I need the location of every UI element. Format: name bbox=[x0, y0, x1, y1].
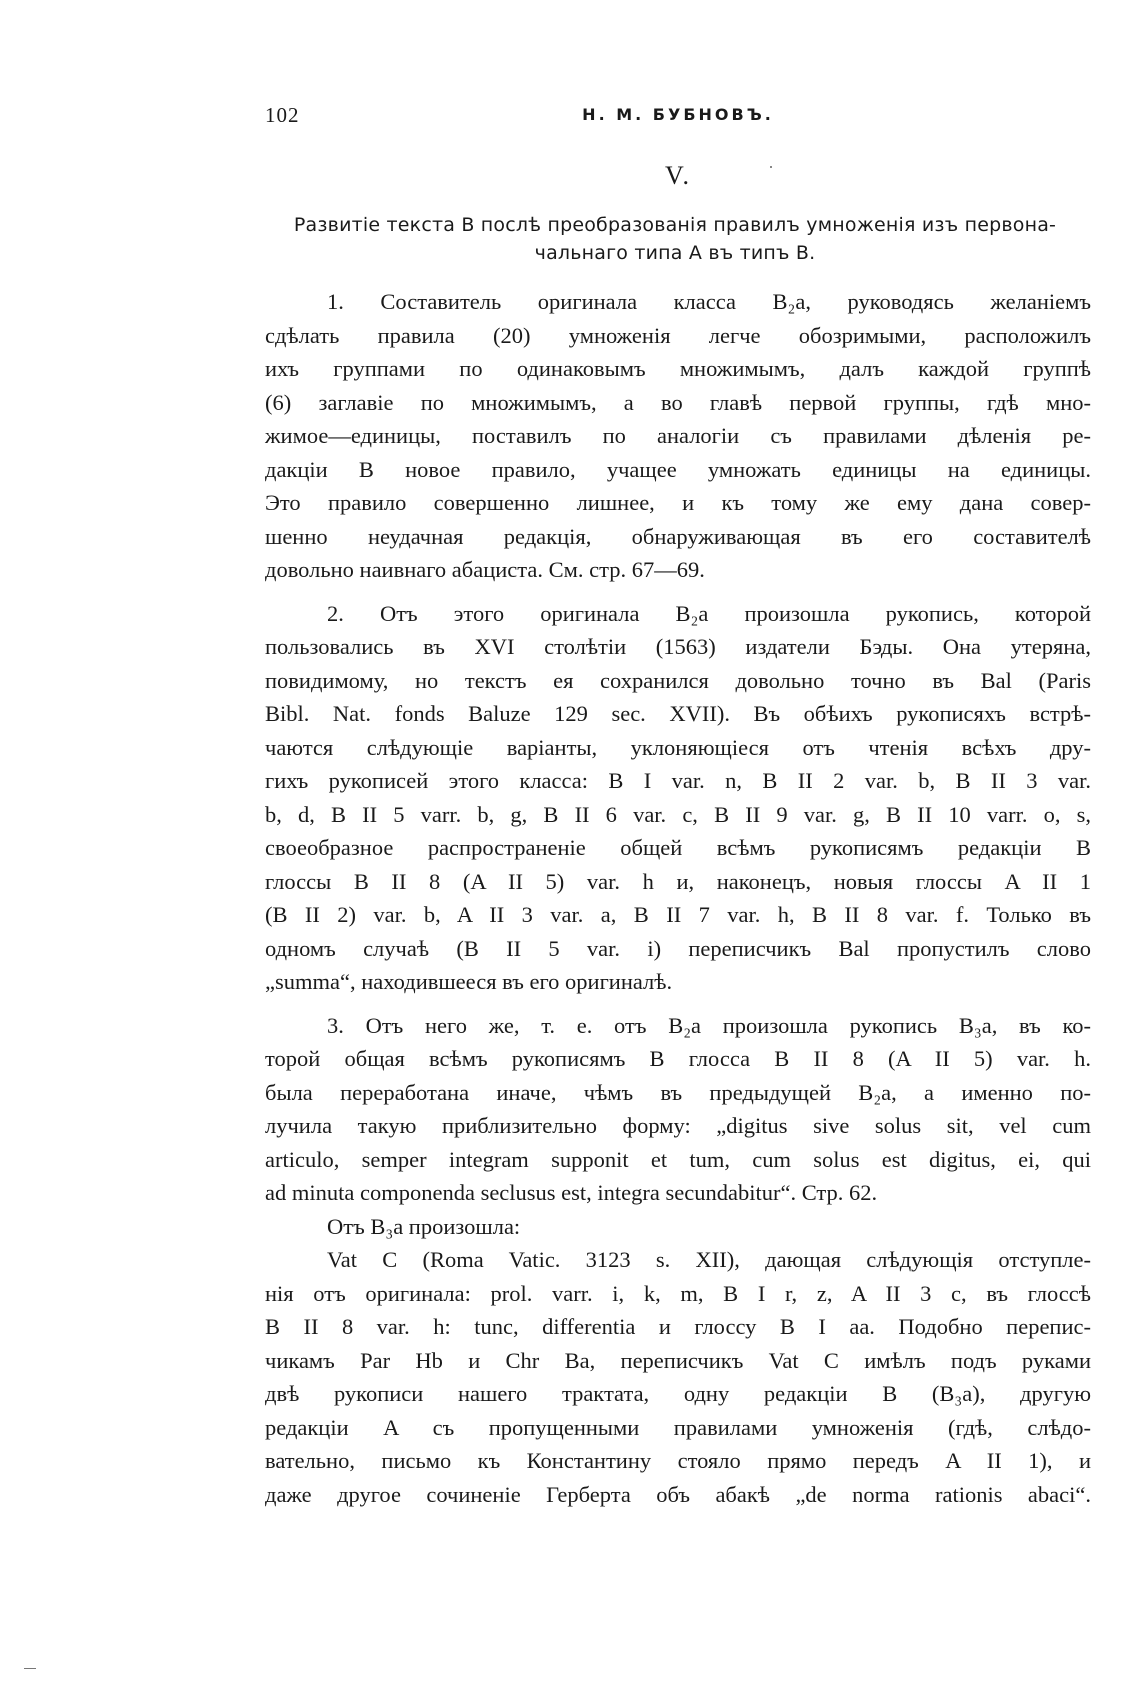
text-line: сдѣлать правила (20) умноженія легче обозримыми, расположилъ bbox=[265, 322, 1091, 348]
text-line: articulo, semper integram supponit et tum, cum solus est digitus, ei, qui bbox=[265, 1146, 1091, 1172]
text-line: (6) заглавіе по множимымъ, а во главѣ первой группы, гдѣ мно- bbox=[265, 389, 1091, 415]
text-line: жимое—единицы, поставилъ по аналогіи съ правилами дѣленія ре- bbox=[265, 423, 1091, 448]
text-line: Vat C (Roma Vatic. 3123 s. XII), дающая слѣдующія отступле- bbox=[327, 1247, 1091, 1272]
page-number: 102 bbox=[265, 103, 300, 127]
text-line: пользовались въ XVI столѣтіи (1563) издатели Бэды. Она утеряна, bbox=[265, 634, 1091, 659]
text-line: чикамъ Par Hb и Chr Ba, переписчикъ Vat C имѣлъ подъ руками bbox=[265, 1347, 1091, 1373]
text-line: одномъ случаѣ (B II 5 var. i) переписчикъ Bal пропустилъ слово bbox=[265, 935, 1091, 961]
page-header bbox=[265, 95, 1091, 135]
text-line: глоссы B II 8 (A II 5) var. h и, наконецъ, новыя глоссы A II 1 bbox=[265, 868, 1091, 894]
text-line: нія отъ оригинала: prol. varr. i, k, m, B I r, z, A II 3 c, въ глоссѣ bbox=[265, 1280, 1091, 1306]
text-line: даже другое сочиненіе Герберта объ абакѣ „de norma rationis abaci“. bbox=[265, 1481, 1091, 1507]
section-title-line: Развитіе текста B послѣ преобразованія правилъ умноженія изъ первона- bbox=[293, 214, 1057, 236]
paragraph-3 bbox=[265, 1009, 1091, 1210]
text-line: Bibl. Nat. fonds Baluze 129 sec. XVII). Въ обѣихъ рукописяхъ встрѣ- bbox=[265, 701, 1091, 726]
paragraph-2 bbox=[265, 597, 1091, 999]
text-line: повидимому, но текстъ ея сохранился довольно точно въ Bal (Paris bbox=[265, 667, 1091, 693]
section-title-line: чальнаго типа A въ типъ B. bbox=[534, 242, 816, 264]
text-line: гихъ рукописей этого класса: B I var. n, B II 2 var. b, B II 3 var. bbox=[265, 768, 1091, 793]
text-line: шенно неудачная редакція, обнаруживающая въ его составителѣ bbox=[265, 523, 1091, 549]
text-line: Это правило совершенно лишнее, и къ тому же ему дана совер- bbox=[265, 490, 1091, 515]
text-line: была переработана иначе, чѣмъ въ предыдущей B₂a, а именно по- bbox=[265, 1079, 1091, 1105]
paragraph-5 bbox=[265, 1243, 1091, 1511]
text-line: b, d, B II 5 varr. b, g, B II 6 var. c, B II 9 var. g, B II 10 varr. o, s, bbox=[265, 801, 1091, 827]
running-head: Н. М. БУБНОВЪ. bbox=[582, 105, 774, 124]
text-line: довольно наивнаго абациста. См. стр. 67—69. bbox=[265, 557, 705, 582]
text-line: ad minuta componenda seclusus est, integra secundabitur“. Стр. 62. bbox=[265, 1180, 878, 1205]
book-page bbox=[265, 95, 1091, 1511]
section-title bbox=[265, 211, 1085, 267]
text-line: 1. Составитель оригинала класса B₂a, руководясь желаніемъ bbox=[327, 289, 1091, 314]
section-numeral: V. bbox=[665, 161, 691, 190]
text-line: своеобразное распространеніе общей всѣмъ рукописямъ редакціи B bbox=[265, 835, 1091, 860]
text-line: 3. Отъ него же, т. е. отъ B₂a произошла рукопись B₃a, въ ко- bbox=[327, 1012, 1091, 1038]
text-line: „summa“, находившееся въ его оригиналѣ. bbox=[265, 969, 673, 994]
text-line: торой общая всѣмъ рукописямъ B глосса B II 8 (A II 5) var. h. bbox=[265, 1046, 1091, 1071]
text-line: редакціи A съ пропущенными правилами умноженія (гдѣ, слѣдо- bbox=[265, 1414, 1091, 1440]
text-line: (B II 2) var. b, A II 3 var. a, B II 7 var. h, B II 8 var. f. Только въ bbox=[265, 902, 1091, 927]
text-line: вательно, письмо къ Константину стояло прямо передъ A II 1), и bbox=[265, 1448, 1091, 1473]
text-line: чаются слѣдующіе варіанты, уклоняющіеся отъ чтенія всѣхъ дру- bbox=[265, 734, 1091, 760]
text-line: ихъ группами по одинаковымъ множимымъ, далъ каждой группѣ bbox=[265, 356, 1091, 381]
text-line: двѣ рукописи нашего трактата, одну редакціи B (B₃a), другую bbox=[265, 1381, 1091, 1406]
body-text bbox=[265, 285, 1091, 1511]
paragraph-4 bbox=[265, 1210, 1091, 1244]
text-line: Отъ B₃a произошла: bbox=[327, 1213, 521, 1239]
text-line: 2. Отъ этого оригинала B₂a произошла рукопись, которой bbox=[327, 600, 1091, 626]
text-line: B II 8 var. h: tunc, differentia и глоссу B I aa. Подобно перепис- bbox=[265, 1314, 1091, 1339]
margin-mark bbox=[24, 1668, 36, 1669]
text-line: дакціи B новое правило, учащее умножать единицы на единицы. bbox=[265, 456, 1091, 482]
text-line: лучила такую приблизительно форму: „digitus sive solus sit, vel cum bbox=[265, 1113, 1091, 1138]
paragraph-1 bbox=[265, 285, 1091, 587]
print-speck bbox=[770, 166, 772, 168]
